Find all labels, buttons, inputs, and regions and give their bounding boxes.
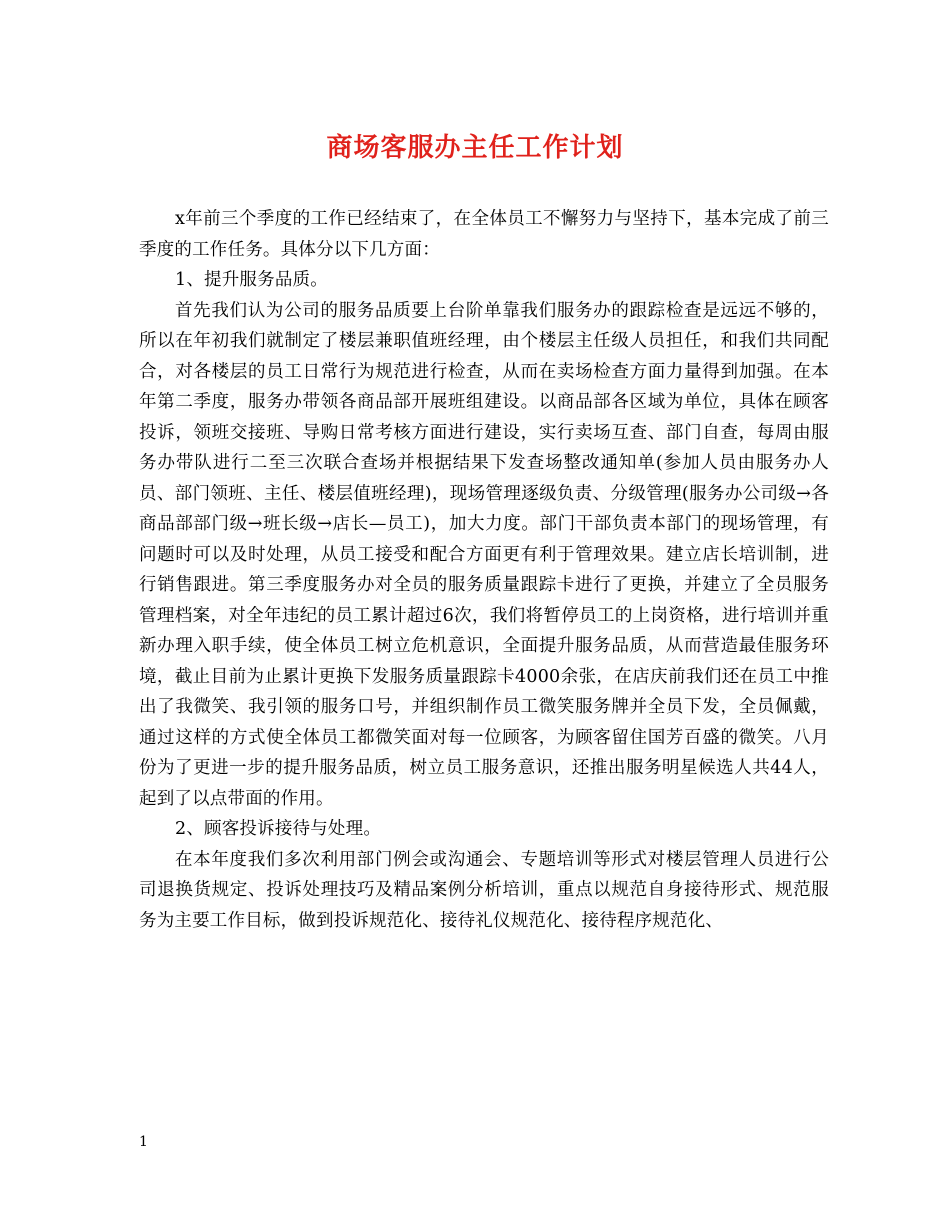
paragraph-intro: x年前三个季度的工作已经结束了，在全体员工不懈努力与坚持下，基本完成了前三季度的工作任务。具体分以下几方面： <box>139 209 829 260</box>
paragraph-service-quality: 首先我们认为公司的服务品质要上台阶单靠我们服务办的跟踪检查是远远不够的，所以在年初我们就制定了楼层兼职值班经理，由个楼层主任级人员担任，和我们共同配合，对各楼层的员工日常行为规范进行检查，从而在卖场检查方面力量得到加强。在本年第二季度，服务办带领各商品部开展班组建设。以商品部各区域为单位，具体在顾客投诉，领班交接班、导购日常考核方面进行建设，实行卖场互查、部门自查，每周由服务办带队进行二至三次联合查场并根据结果下发查场整改通知单(参加人员由服务办人员、部门领班、主任、楼层值班经理)，现场管理逐级负责、分级管理(服务办公司级→各商品部部门级→班长级→店长—员工)，加大力度。部门干部负责本部门的现场管理，有问题时可以及时处理，从员工接受和配合方面更有利于管理效果。建立店长培训制，进行销售跟进。第三季度服务办对全员的服务质量跟踪卡进行了更换，并建立了全员服务管理档案，对全年违纪的员工累计超过6次，我们将暂停员工的上岗资格，进行培训并重新办理入职手续，使全体员工树立危机意识，全面提升服务品质，从而营造最佳服务环境，截止目前为止累计更换下发服务质量跟踪卡4000余张，在店庆前我们还在员工中推出了我微笑、我引领的服务口号，并组织制作员工微笑服务牌并全员下发，全员佩戴，通过这样的方式使全体员工都微笑面对每一位顾客，为顾客留住国芳百盛的微笑。八月份为了更进一步的提升服务品质，树立员工服务意识，还推出服务明星候选人共44人，起到了以点带面的作用。 <box>139 300 829 809</box>
document-title: 商场客服办主任工作计划 <box>326 133 624 163</box>
paragraph-complaints: 在本年度我们多次利用部门例会或沟通会、专题培训等形式对楼层管理人员进行公司退换货规定、投诉处理技巧及精品案例分析培训，重点以规范自身接待形式、规范服务为主要工作目标，做到投诉规范化、接待礼仪规范化、接待程序规范化、 <box>139 849 829 931</box>
section-heading-service-quality: 1、提升服务品质。 <box>175 270 328 290</box>
page-number: 1 <box>139 1134 148 1150</box>
section-heading-complaints: 2、顾客投诉接待与处理。 <box>175 819 382 839</box>
document-body <box>139 204 829 936</box>
